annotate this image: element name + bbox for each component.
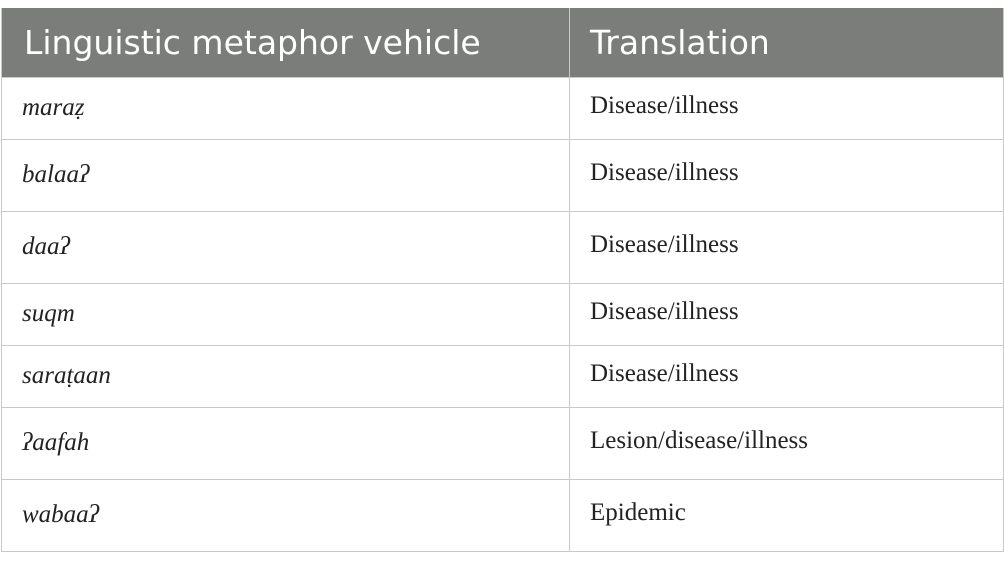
metaphor-term-cell: maraẓ: [2, 77, 570, 139]
translation-cell: Disease/illness: [570, 139, 1004, 211]
header-translation: Translation: [570, 8, 1004, 77]
table-header: [2, 8, 1004, 77]
table-row: [2, 407, 1004, 479]
metaphor-term-cell: wabaaʔ: [2, 479, 570, 551]
translation-cell: Disease/illness: [570, 211, 1004, 283]
translation-cell: Epidemic: [570, 479, 1004, 551]
metaphor-term-cell: ʔaafah: [2, 407, 570, 479]
table-row: [2, 77, 1004, 139]
header-linguistic-metaphor-vehicle: Linguistic metaphor vehicle: [2, 8, 570, 77]
translation-cell: Disease/illness: [570, 345, 1004, 407]
table-row: [2, 211, 1004, 283]
table-row: [2, 345, 1004, 407]
metaphor-vehicle-table: [1, 8, 1004, 552]
translation-cell: Disease/illness: [570, 283, 1004, 345]
metaphor-term-cell: suqm: [2, 283, 570, 345]
metaphor-term-cell: saraṭaan: [2, 345, 570, 407]
table-body: [2, 77, 1004, 551]
header-row: [2, 8, 1004, 77]
translation-cell: Disease/illness: [570, 77, 1004, 139]
table-row: [2, 479, 1004, 551]
table-row: [2, 283, 1004, 345]
table-row: [2, 139, 1004, 211]
translation-cell: Lesion/disease/illness: [570, 407, 1004, 479]
metaphor-term-cell: balaaʔ: [2, 139, 570, 211]
metaphor-term-cell: daaʔ: [2, 211, 570, 283]
